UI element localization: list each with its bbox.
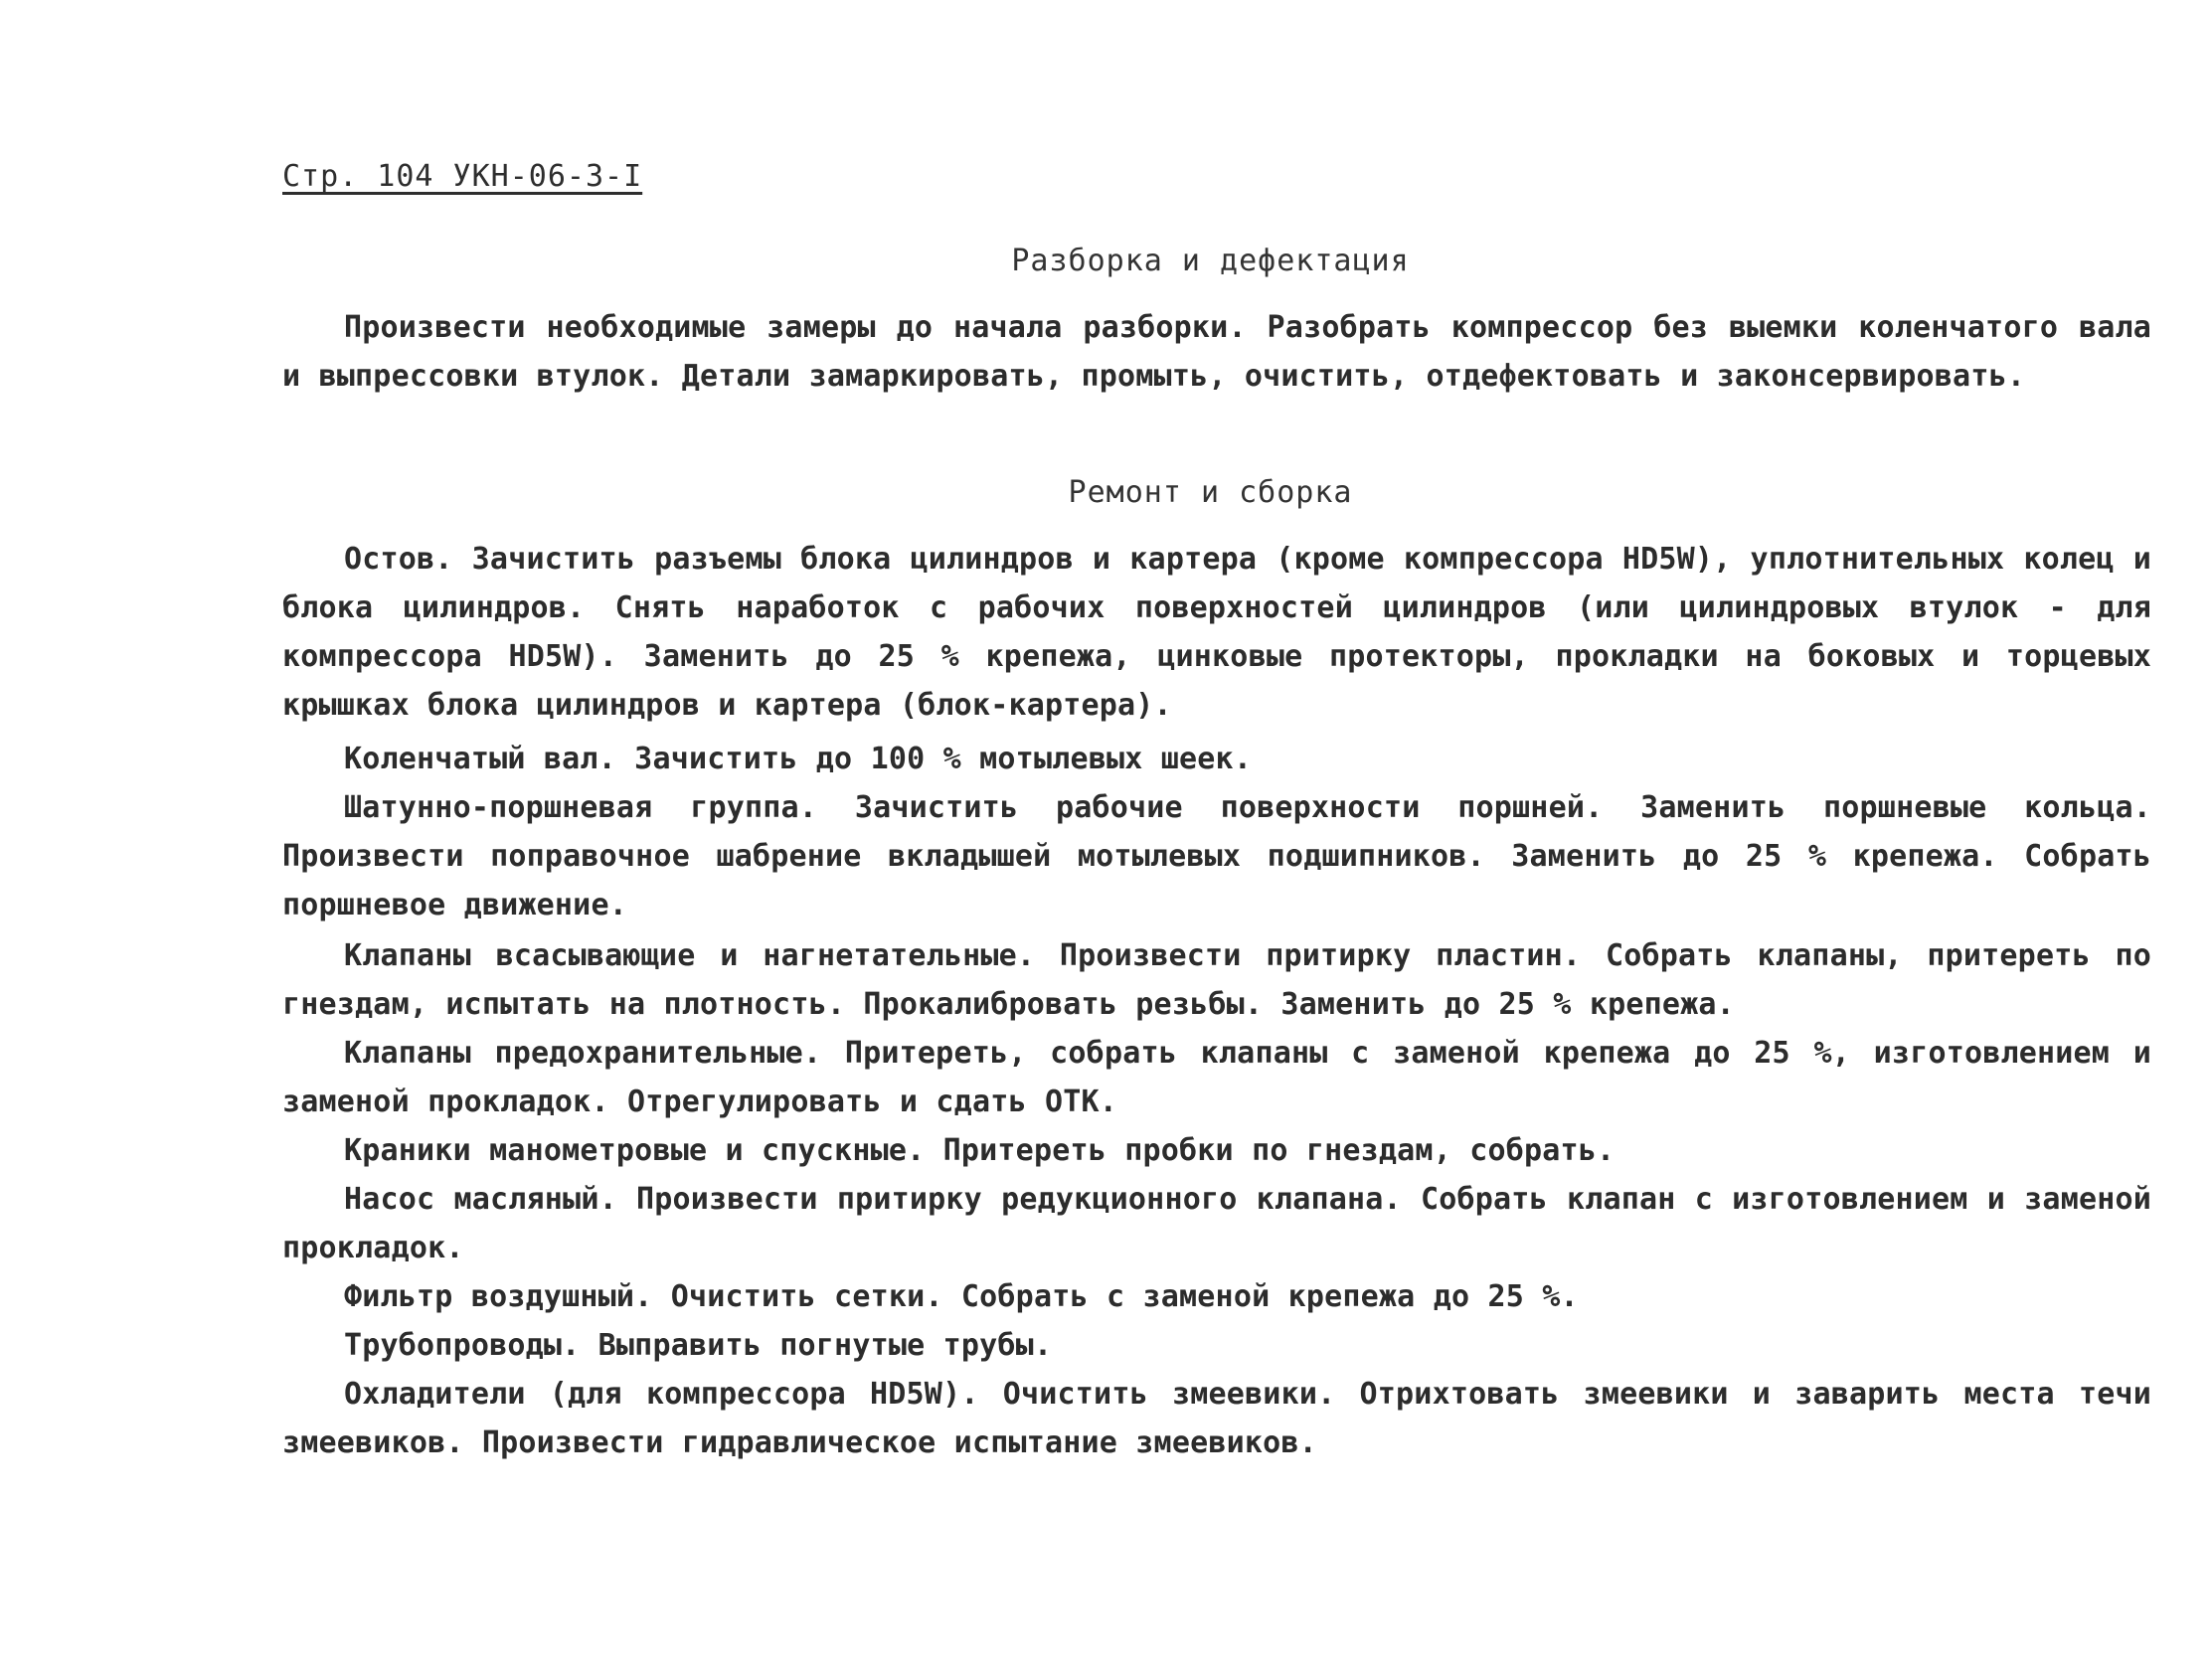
paragraph-gauge-cocks: Краники манометровые и спускные. Притереть пробки по гнездам, собрать. [344, 1133, 1616, 1168]
paragraph-coolers: Охладители (для компрессора HD5W). Очистить змеевики. Отрихтовать змеевики и заварить места течи змеевиков. Произвести гидравлическое испытание змеевиков. [282, 1377, 2151, 1460]
section-title-disassembly: Разборка и дефектация [1011, 244, 1410, 278]
paragraph-air-filter: Фильтр воздушный. Очистить сетки. Собрать с заменой крепежа до 25 %. [344, 1279, 1579, 1314]
paragraph-frame: Остов. Зачистить разъемы блока цилиндров и картера (кроме компрессора HD5W), уплотнительных колец и блока цилиндров. Снять наработок с рабочих поверхностей цилиндров (или цилиндровых втулок - для компрессора HD5W). Заменить до 25 % крепежа, цинковые протекторы, прокладки на боковых и торцевых крышках блока цилиндров и картера (блок-картера). [282, 542, 2151, 723]
paragraph-crankshaft: Коленчатый вал. Зачистить до 100 % мотылевых шеек. [344, 742, 1253, 776]
paragraph-pipelines: Трубопроводы. Выправить погнутые трубы. [344, 1328, 1053, 1363]
paragraph-disassembly: Произвести необходимые замеры до начала разборки. Разобрать компрессор без выемки коленчатого вала и выпрессовки втулок. Детали замаркировать, промыть, очистить, отдефектовать и законсервировать. [282, 310, 2151, 394]
page-reference: Стр. 104 УКН-06-3-I [282, 159, 643, 194]
paragraph-suction-valves: Клапаны всасывающие и нагнетательные. Произвести притирку пластин. Собрать клапаны, притереть по гнездам, испытать на плотность. Прокалибровать резьбы. Заменить до 25 % крепежа. [282, 938, 2151, 1022]
section-title-repair: Ремонт и сборка [1068, 475, 1353, 510]
paragraph-safety-valves: Клапаны предохранительные. Притереть, собрать клапаны с заменой крепежа до 25 %, изготовлением и заменой прокладок. Отрегулировать и сдать ОТК. [282, 1036, 2151, 1119]
paragraph-piston-group: Шатунно-поршневая группа. Зачистить рабочие поверхности поршней. Заменить поршневые кольца. Произвести поправочное шабрение вкладышей мотылевых подшипников. Заменить до 25 % крепежа. Собрать поршневое движение. [282, 790, 2151, 922]
paragraph-oil-pump: Насос масляный. Произвести притирку редукционного клапана. Собрать клапан с изготовлением и заменой прокладок. [282, 1182, 2151, 1265]
